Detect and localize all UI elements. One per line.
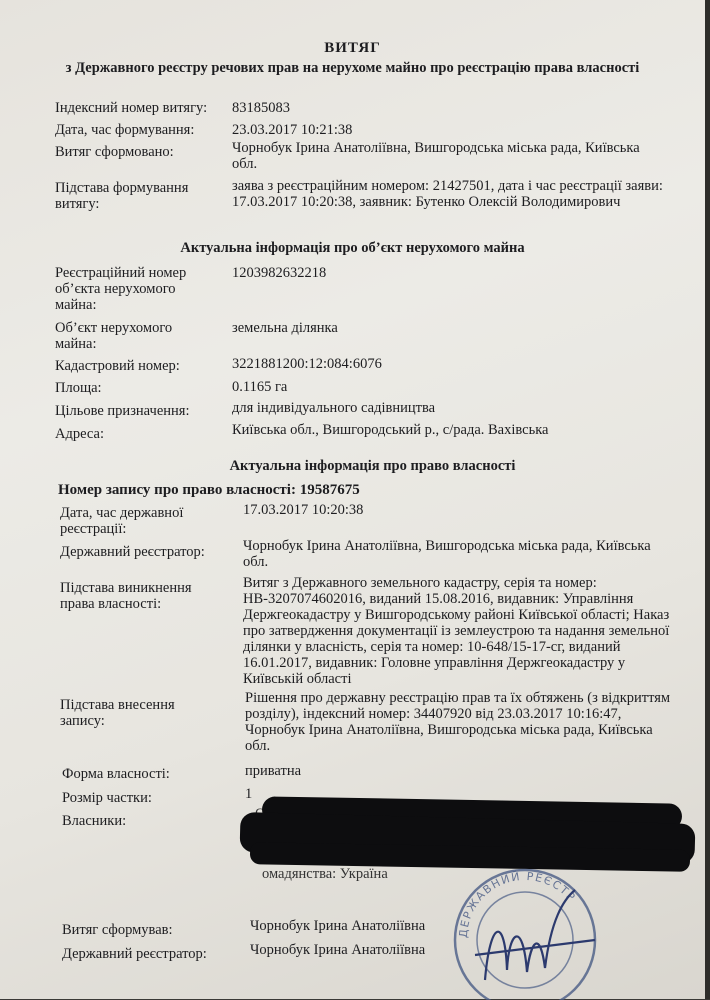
- owners-label: Власники:: [62, 813, 127, 829]
- reg-label-line2: об’єкта нерухомого: [55, 281, 176, 297]
- footer-registrar-label: Державний реєстратор:: [62, 946, 207, 962]
- purpose-label: Цільове призначення:: [55, 403, 190, 419]
- basis-label-line2: витягу:: [55, 196, 100, 212]
- origin-line: Держгеокадастру у Вишгородському районі Київської області; Наказ: [243, 607, 670, 623]
- origin-line: про затвердження документації із землеустрою та надання земельної: [243, 623, 670, 639]
- entry-line: розділу), індексний номер: 34407920 від 23.03.2017 10:16:47,: [245, 706, 622, 722]
- footer-registrar-value: Чорнобук Ірина Анатоліївна: [250, 942, 426, 958]
- origin-line: Витяг з Державного земельного кадастру, серія та номер:: [243, 575, 597, 591]
- origin-line: ділянки у власність, серія та номер: 10-648/15-17-сг, виданий: [243, 639, 621, 655]
- ownership-heading: Актуальна інформація про право власності: [229, 458, 516, 474]
- obj-label-line1: Об’єкт нерухомого: [55, 320, 173, 336]
- registry-seal: [445, 860, 605, 1000]
- formed-by-label: Витяг сформував:: [62, 922, 173, 938]
- formed-by-value: Чорнобук Ірина Анатоліївна: [250, 918, 426, 934]
- formed-label: Витяг сформовано:: [55, 144, 174, 160]
- index-value: 83185083: [232, 100, 290, 116]
- purpose-value: для індивідуального садівництва: [232, 400, 436, 416]
- registrar-value-line2: обл.: [243, 554, 269, 570]
- address-value: Київська обл., Вишгородський р., с/рада. Вахівська: [232, 422, 549, 438]
- regdate-label-line2: реєстрації:: [60, 521, 127, 537]
- seal-text: ДЕРЖАВНИЙ РЕЄСТР: [456, 869, 579, 939]
- entry-line: Рішення про державну реєстрацію прав та їх обтяжень (з відкриттям: [245, 690, 671, 706]
- area-label: Площа:: [55, 380, 102, 396]
- share-label: Розмір частки:: [62, 790, 152, 806]
- entry-label-line2: запису:: [60, 713, 105, 729]
- origin-line: Київській області: [243, 671, 352, 687]
- basis-value-line2: 17.03.2017 10:20:38, заявник: Бутенко Олексій Володимирович: [232, 194, 621, 210]
- registrar-label: Державний реєстратор:: [60, 544, 205, 560]
- photo-edge: [705, 0, 710, 999]
- regdate-label-line1: Дата, час державної: [60, 505, 184, 521]
- formed-value-line1: Чорнобук Ірина Анатоліївна, Вишгородська міська рада, Київська: [232, 140, 640, 156]
- owners-visible-tail: омадянства: Україна: [262, 866, 388, 882]
- svg-text:ДЕРЖАВНИЙ РЕЄСТР: [457, 870, 579, 938]
- basis-label-line1: Підстава формування: [55, 180, 189, 196]
- entry-line: обл.: [245, 738, 271, 754]
- registrar-value-line1: Чорнобук Ірина Анатоліївна, Вишгородська міська рада, Київська: [243, 538, 651, 554]
- form-label: Форма власності:: [62, 766, 170, 782]
- share-value: 1: [245, 786, 253, 802]
- page-title: ВИТЯГ: [324, 40, 381, 56]
- object-heading: Актуальна інформація про об’єкт нерухомого майна: [180, 240, 525, 256]
- origin-line: НВ-3207074602016, виданий 15.08.2016, видавник: Управління: [243, 591, 634, 607]
- index-label: Індексний номер витягу:: [55, 100, 208, 116]
- record-label: Номер запису про право власності: 19587675: [58, 482, 360, 498]
- entry-label-line1: Підстава внесення: [60, 697, 175, 713]
- address-label: Адреса:: [55, 426, 104, 442]
- origin-label-line2: права власності:: [60, 596, 162, 612]
- entry-line: Чорнобук Ірина Анатоліївна, Вишгородська міська рада, Київська: [245, 722, 653, 738]
- date-label: Дата, час формування:: [55, 122, 195, 138]
- origin-line: 16.01.2017, видавник: Головне управління Держгеокадастру у: [243, 655, 626, 671]
- reg-label-line1: Реєстраційний номер: [55, 265, 187, 281]
- form-value: приватна: [245, 763, 302, 779]
- basis-value-line1: заява з реєстраційним номером: 21427501, дата і час реєстрації заяви:: [232, 178, 663, 194]
- cad-label: Кадастровий номер:: [55, 358, 180, 374]
- cad-value: 3221881200:12:084:6076: [232, 356, 382, 372]
- formed-value-line2: обл.: [232, 156, 258, 172]
- page-subtitle: з Державного реєстру речових прав на нерухоме майно про реєстрацію права власності: [65, 60, 640, 76]
- reg-value: 1203982632218: [232, 265, 327, 281]
- area-value: 0.1165 га: [232, 379, 288, 395]
- regdate-value: 17.03.2017 10:20:38: [243, 502, 364, 518]
- origin-label-line1: Підстава виникнення: [60, 580, 192, 596]
- obj-label-line2: майна:: [55, 336, 97, 352]
- obj-value: земельна ділянка: [232, 320, 338, 336]
- reg-label-line3: майна:: [55, 297, 97, 313]
- date-value: 23.03.2017 10:21:38: [232, 122, 353, 138]
